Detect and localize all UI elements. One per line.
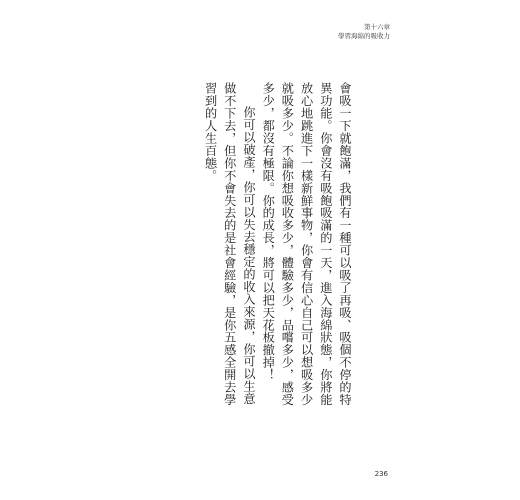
chapter-title: 學習海綿的吸收力 xyxy=(338,32,390,40)
running-header xyxy=(338,23,390,41)
page-number: 236 xyxy=(374,470,388,478)
vertical-body-text xyxy=(193,82,354,407)
paragraph: 你可以破產，你可以失去穩定的收入來源，你可以生意做不下去，但你不會失去的是社會經驗，是你五感全開去學習到的人生百態。 xyxy=(203,82,256,406)
chapter-label: 第十六章 xyxy=(364,23,390,31)
paragraph-continued: 會吸一下就飽滿，我們有一種可以吸了再吸、吸個不停的特異功能。你會沒有吸飽吸滿的一天，進入海綿狀態，你將能放心地跳進下一樣新鮮事物，你會有信心自己可以想吸多少就吸多少。不論你想吸收多少，體驗多少，品嚐多少，感受多少，都沒有極限。你的成長，將可以把天花板撤掉！ xyxy=(261,82,352,406)
